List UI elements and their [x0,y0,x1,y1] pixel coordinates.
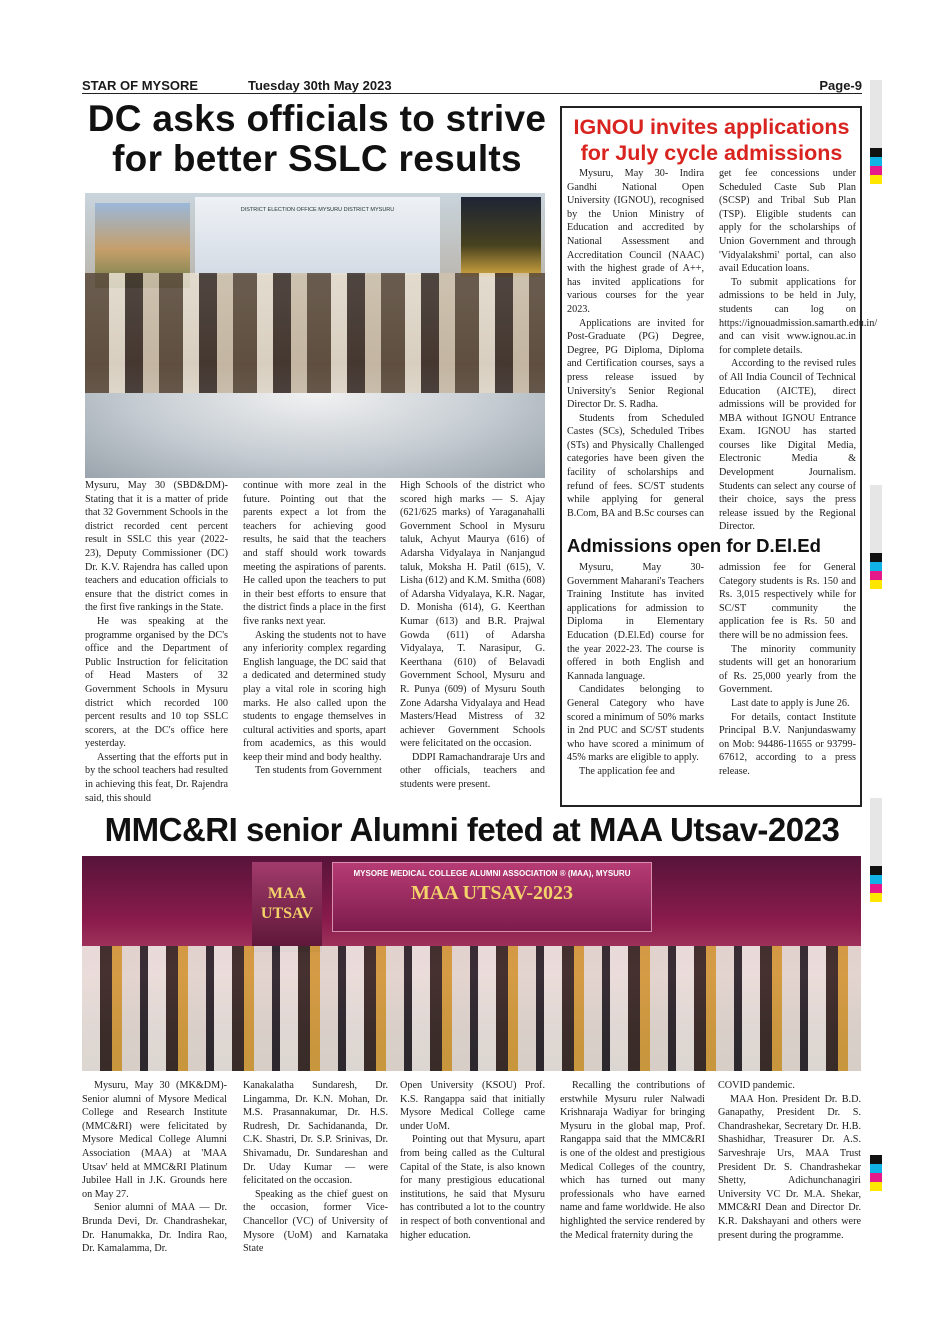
story4-column-2 [243,1079,388,1256]
story1-headline [82,99,552,179]
story2-column-1 [567,167,704,520]
registration-marks [870,80,882,184]
paragraph: Candidates belonging to General Category who have scored a minimum of 50% marks in 2nd PUC and SC/ST students who have scored a minimum of 45% marks are eligible to apply. [567,684,704,764]
photo-people [82,946,861,1071]
paragraph: Ten students from Government [255,765,382,777]
paragraph: admission fee for General Category students is Rs. 150 and Rs. 3,015 respectively while for SC/ST community the application fee is Rs. 50 and there will be no admission fees. [719,562,856,641]
story1-column-3 [400,479,545,792]
photo-title-text: MAA UTSAV-2023 [410,882,574,904]
masthead [82,76,862,94]
paragraph: continue with more zeal in the future. Pointing out that the parents expect a lot from the teachers for achieving good results, he said that the teachers and staff should work towards meeting the aspirations of parents. He called upon the teachers to put in their best efforts to ensure that the district finds a place in the first five ranks next year. [243,480,386,627]
story3-column-1 [567,561,704,779]
registration-marks [870,485,882,589]
paragraph: Speaking as the chief guest on the occasion, former Vice-Chancellor (VC) of University of Mysore (UoM) and Karnataka State [243,1188,388,1255]
paragraph: Pointing out that Mysuru, apart from being called as the Cultural Capital of the State, is also known for many prestigious educational institutions, he said that Mysuru has contributed a lot to the country in respect of both conventional and higher education. [400,1134,545,1241]
photo-side-text: MAA UTSAV [260,885,314,922]
paragraph: Asking the students not to have any inferiority complex regarding English language, the DC said that a dedicated and determined study play a vital role in scoring high marks. He also called upon the students to engage themselves in cultural activities and sports, apart from academics, as this would keep their mind and body healthy. [243,629,386,763]
story1-headline-line2: for better SSLC results [112,137,522,179]
story2-headline [563,114,860,166]
night-palace-image [461,197,541,277]
paragraph: DDPI Ramachandraraje Urs and other officials, teachers and students were present. [400,751,545,791]
paragraph: To submit applications for admissions to be held in July, students can log on https://ignouadmission.samarth.edu.in/ and can visit www.ignou.ac.in for complete details. [719,276,878,356]
photo-stage-banner [332,862,652,932]
story4-column-1 [82,1079,227,1256]
paragraph: Applications are invited for Post-Graduate (PG) Degree, Degree, PG Diploma, Diploma and Certification courses, says a press release issued by University's Senior Regional Director Dr. S. Radha. [567,317,704,411]
paragraph: For details, contact Institute Principal B.V. Nanjundaswamy on Mob: 94486-11655 or 93799-67612, according to a press release. [719,711,856,777]
paragraph: Recalling the contributions of erstwhile Mysuru ruler Nalwadi Krishnaraja Wadiyar for bringing Mysuru in the global map, Prof. Rangappa said that the MMC&RI is one of the oldest and prestigious Medical Colleges of the country, which has turned out many professionals who have earned name and fame worldwide. He also highlighted the service rendered by the Medical fraternity during the [560,1080,705,1241]
paragraph: Mysuru, May 30- Government Maharani's Teachers Training Institute has invited applications for admission to Diploma in Elementary Education (D.El.Ed) course for the year 2022-23. The course is offered in both English and Kannada language. [567,562,704,682]
felicitation-photo [85,193,545,478]
registration-marks [870,1155,882,1191]
paragraph: Kanakalatha Sundaresh, Dr. Lingamma, Dr. K.N. Mohan, Dr. M.S. Prasannakumar, Dr. H.S. Rudresh, Dr. Sachidananda, Dr. C.K. Shastri, Dr. S.P. Srinivas, Dr. Shivamadu, Dr. Sundareshan and Dr. Uday Kumar — were felicitated on the occasion. [243,1080,388,1187]
paragraph: He was speaking at the programme organised by the DC's office and the Department of Public Instruction for felicitation of Head Masters of 32 Government Schools in Mysuru district which recorded 100 percent results and 10 top SSLC scorers, at the DC's office here yesterday. [85,615,228,750]
story1-column-1 [85,479,228,805]
paragraph: Students from Scheduled Castes (SCs), Scheduled Tribes (STs) and Physically Challenged categories have been given the facility of scholarships and refund of fees. SC/ST students while applying for general B.Com, BA and B.Sc courses can [567,412,704,519]
paragraph: Senior alumni of MAA — Dr. Brunda Devi, Dr. Chandrashekar, Dr. Hanumakka, Dr. Indira Rao, Dr. Kamalamma, Dr. [82,1202,227,1255]
photo-banner-text: DISTRICT ELECTION OFFICE MYSURU DISTRICT MYSURU [240,207,395,213]
maa-utsav-photo [82,856,861,1071]
paragraph: Asserting that the efforts put in by the school teachers had resulted in achieving this feat, Dr. Rajendra said, this should [85,751,228,804]
issue-date: Tuesday 30th May 2023 [248,78,392,93]
paragraph: The minority community students will get an honorarium of Rs. 25,000 yearly from the Government. [719,643,856,696]
story2-headline-line2: for July cycle admissions [580,141,843,165]
paragraph: The application fee and [579,765,675,777]
paragraph: Mysuru, May 30 (SBD&DM)-Stating that it is a matter of pride that 32 Government Schools in the district recorded cent percent result in SSLC this year (2022-23), Deputy Commissioner (DC) Dr. K.V. Rajendra has called upon teachers and education officials to ensure that the district comes in the first five rankings in the State. [85,480,228,614]
story4-column-5 [718,1079,861,1242]
paragraph: Open University (KSOU) Prof. K.S. Rangappa said that initially Mysore Medical College came under UoM. [400,1080,545,1132]
photo-banner-text: MYSORE MEDICAL COLLEGE ALUMNI ASSOCIATION ® (MAA), MYSURU [353,869,631,878]
paragraph: High Schools of the district who scored high marks — S. Ajay (621/625 marks) of Yaraganahalli Government School in Mysuru taluk, Achyut Maurya (616) of Adarsha Vidyalaya in Nanjangud taluk, Moksha H. Patil (615), V. Lisha (612) and K.M. Smitha (608) of Adarsha Vidyalaya, K.R. Nagar, D. Monisha (614), G. Keerthan Kumar (613) and B.R. Prajwal Gowda (611) of Adarsha Vidyalaya, T. Narasipur, G. Keerthana (610) of Belavadi Government School, Mysuru and R. Punya (609) of Mysuru South Zone Adarsha Vidyalaya and Head Masters/Head Mistress of 32 achiever Government Schools were felicitated on the occasion. [400,480,545,750]
paragraph: Mysuru, May 30 (MK&DM)-Senior alumni of Mysore Medical College and Research Institute (MMC&RI) were felicitated by Mysore Medical College Alumni Association (MAA) at 'MAA Utsav' held at MMC&RI Platinum Jubilee Hall in J.K. Grounds here on May 27. [82,1080,227,1200]
paragraph: Mysuru, May 30- Indira Gandhi National Open University (IGNOU), recognised by the Union Ministry of Education and accredited by National Assessment and Accreditation Council (NAAC) with the highest grade of A++, has invited applications for various courses for the year 2023. [567,168,704,315]
story2-headline-line1: IGNOU invites applications [573,115,850,139]
photo-banner [195,197,440,275]
story2-column-2 [719,167,878,534]
story4-headline: MMC&RI senior Alumni feted at MAA Utsav-2023 [104,811,840,848]
paragraph: Last date to apply is June 26. [731,697,850,709]
paragraph: get fee concessions under Scheduled Caste Sub Plan (SCSP) and Tribal Sub Plan (TSP). Eligible students can apply for the scholarships of Union Government and through 'Vidyalakshmi' portal, can also avail Education loans. [719,168,856,275]
paragraph: COVID pandemic. [718,1080,795,1091]
photo-table [85,393,545,478]
photo-people [85,273,545,403]
story4-column-3 [400,1079,545,1242]
paragraph: MAA Hon. President Dr. B.D. Ganapathy, President Dr. S. Chandrashekar, Secretary Dr. H.B. Shashidhar, Treasurer Dr. A.S. Sarveshraje Urs, MAA Trust President Dr. S. Chandrashekar Shetty, Adichunchanagiri University VC Dr. M.A. Shekar, MMC&RI Dean and Director Dr. K.R. Dakshayani and others were present during the programme. [718,1093,861,1241]
paragraph: According to the revised rules of All India Council of Technical Education (AICTE), direct admissions will be provided for MBA without IGNOU Entrance Exam. IGNOU has started courses like Digital Media, Electronic Media & Development Journalism. Students can select any course of their choice, says the press release issued by the Regional Director. [719,358,856,533]
story4-column-4 [560,1079,705,1242]
photo-side-banner [252,862,322,952]
story1-headline-line1: DC asks officials to strive [87,98,547,139]
story3-headline: Admissions open for D.El.Ed [567,535,821,556]
registration-marks [870,798,882,902]
page-number: Page-9 [819,78,862,93]
story3-column-2 [719,561,856,779]
story1-column-2 [243,479,386,778]
publication-name: STAR OF MYSORE [82,78,199,93]
